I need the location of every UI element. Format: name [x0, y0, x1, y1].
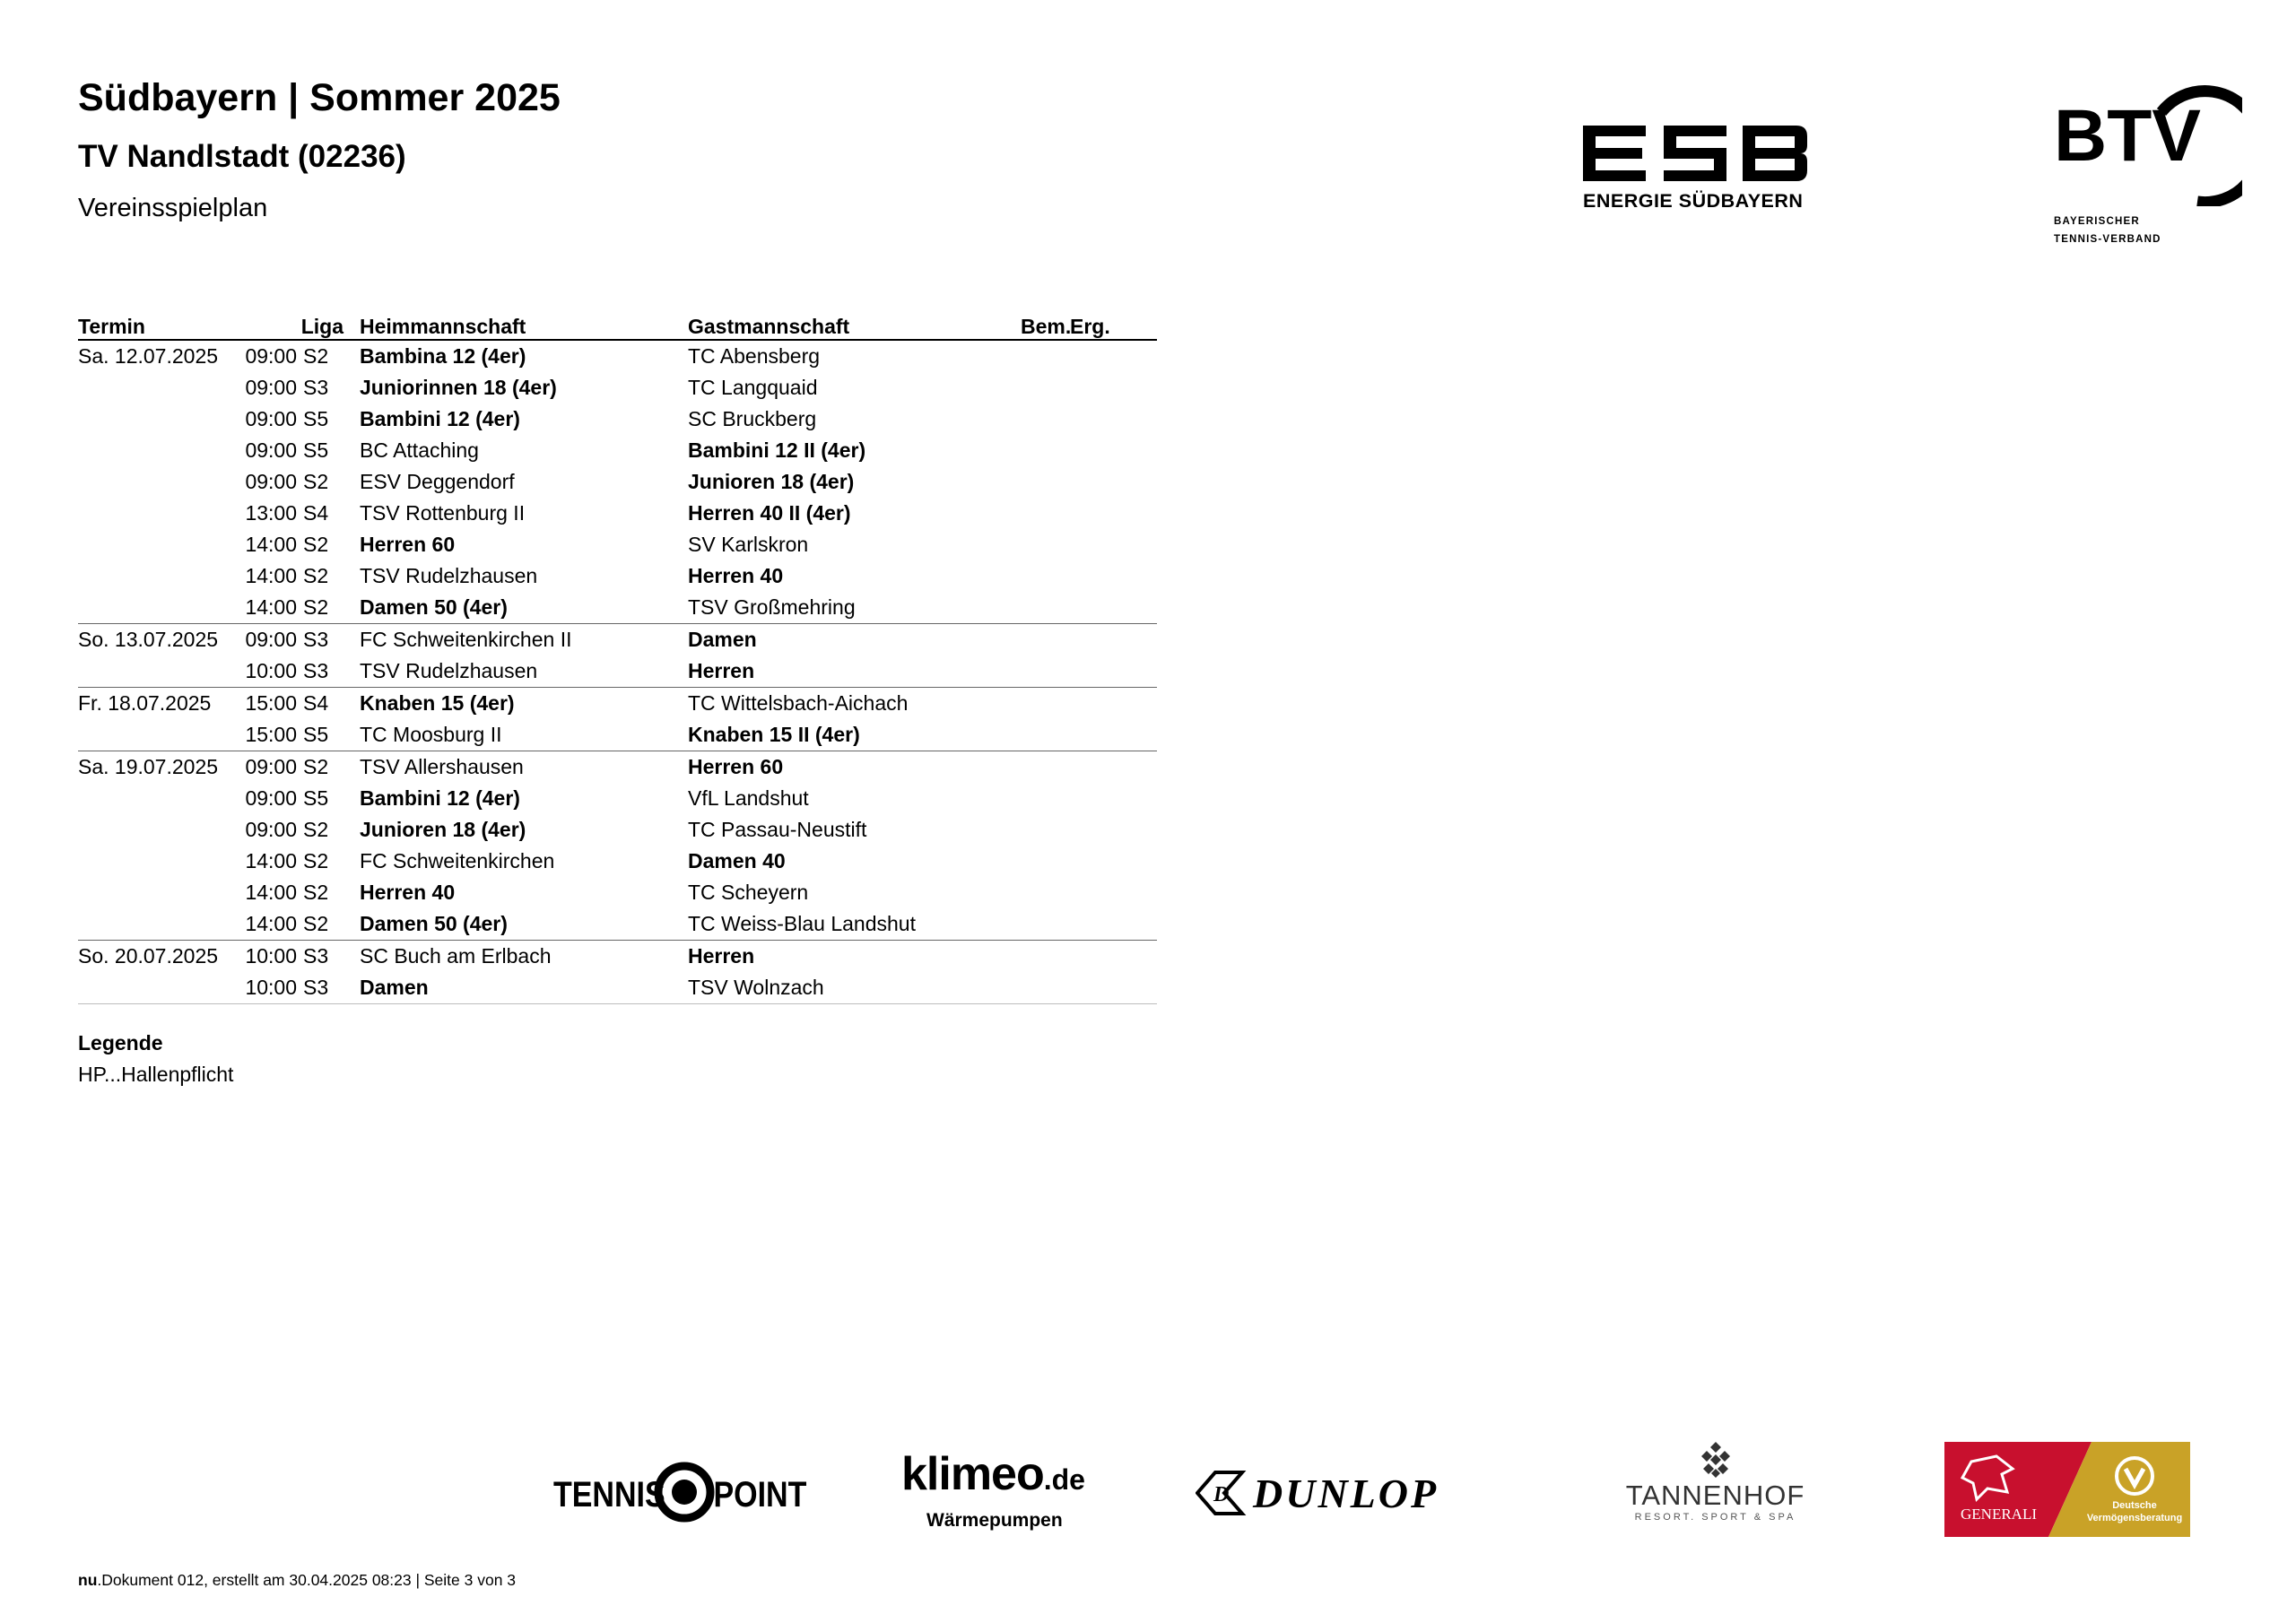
page-title: Südbayern | Sommer 2025: [78, 76, 561, 119]
cell-date: [78, 404, 233, 435]
btv-tagline-line2: TENNIS-VERBAND: [2054, 234, 2161, 245]
cell-bem: [1021, 435, 1070, 466]
cell-home-team: TSV Rudelzhausen: [360, 564, 538, 587]
cell-erg: [1070, 972, 1157, 1004]
cell-time: 09:00: [233, 340, 297, 372]
dunlop-name: DUNLOP: [1253, 1470, 1439, 1516]
cell-liga: S2: [303, 595, 329, 619]
cell-time: 09:00: [233, 751, 297, 784]
btv-wordmark: [2054, 85, 2242, 206]
cell-time: 09:00: [245, 376, 297, 399]
cell-time: 09:00: [245, 407, 297, 430]
cell-away-team: Damen 40: [688, 849, 786, 872]
cell-away-team: TC Scheyern: [688, 881, 809, 904]
dvag-line2: Vermögensberatung: [2086, 1513, 2183, 1523]
header-heim: Heimmannschaft: [360, 305, 688, 340]
cell-date: [78, 783, 233, 814]
cell-home-team: FC Schweitenkirchen II: [360, 624, 688, 656]
cell-erg: [1070, 719, 1157, 751]
cell-erg: [1070, 624, 1157, 656]
cell-erg: [1070, 877, 1157, 908]
cell-bem: [1021, 941, 1070, 973]
cell-time: 09:00: [245, 818, 297, 841]
cell-away-team: SC Bruckberg: [688, 407, 817, 430]
cell-erg: [1070, 372, 1157, 404]
cell-liga: S2: [297, 340, 360, 372]
table-row: [78, 592, 1157, 624]
cell-away-team: Herren 60: [688, 751, 1021, 784]
pinecone-icon: [1698, 1440, 1734, 1480]
cell-home-team: Juniorinnen 18 (4er): [360, 376, 557, 399]
cell-liga: S2: [303, 533, 329, 556]
table-row: [78, 846, 1157, 877]
cell-erg: [1070, 846, 1157, 877]
schedule-body: [78, 340, 1157, 1004]
cell-erg: [1070, 435, 1157, 466]
cell-liga: S2: [303, 470, 329, 493]
cell-home-team: Bambini 12 (4er): [360, 407, 520, 430]
schedule-table-container: [78, 305, 1157, 1004]
cell-home-team: Bambina 12 (4er): [360, 340, 688, 372]
cell-erg: [1070, 592, 1157, 624]
footer-text: .Dokument 012, erstellt am 30.04.2025 08:23 | Seite 3 von 3: [97, 1571, 517, 1589]
tennis-point-logo: [553, 1460, 806, 1524]
cell-date: Sa. 12.07.2025: [78, 340, 233, 372]
cell-date: [78, 972, 233, 1004]
cell-date: [78, 592, 233, 624]
cell-date: Fr. 18.07.2025: [78, 688, 233, 720]
cell-erg: [1070, 751, 1157, 784]
header-time-spacer: [233, 305, 297, 340]
cell-liga: S2: [303, 881, 329, 904]
cell-liga: S2: [303, 849, 329, 872]
cell-time: 14:00: [245, 533, 297, 556]
cell-date: So. 20.07.2025: [78, 941, 233, 973]
cell-date: [78, 846, 233, 877]
klimeo-tagline: Wärmepumpen: [926, 1509, 1063, 1531]
page-footer: [78, 1571, 516, 1590]
cell-bem: [1021, 783, 1070, 814]
document-type: Vereinsspielplan: [78, 194, 268, 222]
table-row: [78, 655, 1157, 688]
cell-time: 10:00: [233, 972, 297, 1004]
cell-time: 09:00: [233, 624, 297, 656]
cell-liga: S3: [303, 376, 329, 399]
table-row: [78, 404, 1157, 435]
tannenhof-name: TANNENHOF: [1625, 1480, 1805, 1511]
table-row: [78, 877, 1157, 908]
header-gast: Gastmannschaft: [688, 305, 1021, 340]
cell-date: [78, 719, 233, 751]
cell-liga: S3: [303, 659, 329, 682]
cell-erg: [1070, 688, 1157, 720]
cell-time: 14:00: [245, 912, 297, 935]
cell-time: 13:00: [245, 501, 297, 525]
cell-erg: [1070, 560, 1157, 592]
cell-bem: [1021, 466, 1070, 498]
header-liga: Liga: [297, 305, 360, 340]
btv-tagline-line1: BAYERISCHER: [2054, 216, 2140, 227]
cell-home-team: TSV Allershausen: [360, 751, 688, 784]
cell-home-team: Knaben 15 (4er): [360, 688, 688, 720]
club-name: TV Nandlstadt (02236): [78, 139, 406, 174]
tennis-point-left: TENNIS: [553, 1473, 665, 1515]
cell-bem: [1021, 372, 1070, 404]
table-row: [78, 972, 1157, 1004]
cell-bem: [1021, 719, 1070, 751]
cell-time: 14:00: [245, 595, 297, 619]
cell-home-team: Damen: [360, 972, 688, 1004]
svg-text:BTV: BTV: [2054, 95, 2201, 177]
klimeo-name: klimeo: [901, 1447, 1044, 1500]
cell-date: [78, 560, 233, 592]
cell-home-team: FC Schweitenkirchen: [360, 849, 555, 872]
cell-date: [78, 877, 233, 908]
cell-away-team: Herren: [688, 659, 755, 682]
cell-time: 09:00: [245, 786, 297, 810]
cell-date: [78, 529, 233, 560]
cell-erg: [1070, 783, 1157, 814]
cell-time: 15:00: [233, 688, 297, 720]
table-row: [78, 814, 1157, 846]
cell-time: 14:00: [245, 849, 297, 872]
cell-away-team: TC Langquaid: [688, 376, 818, 399]
cell-bem: [1021, 688, 1070, 720]
cell-erg: [1070, 655, 1157, 688]
cell-bem: [1021, 340, 1070, 372]
cell-bem: [1021, 624, 1070, 656]
cell-erg: [1070, 529, 1157, 560]
legend-title: Legende: [78, 1031, 163, 1055]
generali-dvag-logo: [1944, 1442, 2190, 1537]
table-row: [78, 688, 1157, 720]
cell-home-team: ESV Deggendorf: [360, 470, 515, 493]
cell-erg: [1070, 404, 1157, 435]
cell-date: [78, 498, 233, 529]
cell-bem: [1021, 655, 1070, 688]
cell-home-team: TSV Rottenburg II: [360, 501, 526, 525]
cell-bem: [1021, 404, 1070, 435]
cell-home-team: Damen 50 (4er): [360, 595, 508, 619]
cell-home-team: Junioren 18 (4er): [360, 818, 526, 841]
cell-bem: [1021, 529, 1070, 560]
cell-erg: [1070, 340, 1157, 372]
cell-time: 10:00: [245, 659, 297, 682]
table-row: [78, 340, 1157, 372]
table-row: [78, 372, 1157, 404]
cell-away-team: Junioren 18 (4er): [688, 470, 855, 493]
cell-erg: [1070, 908, 1157, 941]
cell-home-team: Bambini 12 (4er): [360, 786, 520, 810]
cell-date: [78, 466, 233, 498]
cell-home-team: SC Buch am Erlbach: [360, 941, 688, 973]
cell-erg: [1070, 814, 1157, 846]
header-erg: Erg.: [1070, 305, 1157, 340]
klimeo-logo: [901, 1447, 1112, 1531]
cell-liga: S5: [303, 438, 329, 462]
cell-bem: [1021, 814, 1070, 846]
cell-bem: [1021, 846, 1070, 877]
cell-time: 14:00: [245, 564, 297, 587]
cell-date: [78, 814, 233, 846]
cell-liga: S2: [297, 751, 360, 784]
table-row: [78, 908, 1157, 941]
cell-time: 14:00: [245, 881, 297, 904]
page-header: [78, 72, 561, 226]
cell-date: [78, 908, 233, 941]
cell-away-team: Bambini 12 II (4er): [688, 438, 866, 462]
cell-bem: [1021, 751, 1070, 784]
cell-away-team: SV Karlskron: [688, 533, 809, 556]
klimeo-tld: .de: [1043, 1462, 1085, 1496]
cell-liga: S3: [297, 941, 360, 973]
cell-bem: [1021, 908, 1070, 941]
footer-brand: nu: [78, 1571, 98, 1589]
cell-away-team: Knaben 15 II (4er): [688, 723, 860, 746]
cell-away-team: Herren 40: [688, 564, 784, 587]
cell-away-team: Herren: [688, 941, 1021, 973]
header-termin: Termin: [78, 305, 233, 340]
cell-home-team: Herren 40: [360, 881, 456, 904]
table-row: [78, 783, 1157, 814]
cell-home-team: TSV Rudelzhausen: [360, 659, 538, 682]
esb-wordmark: [1583, 126, 1807, 181]
schedule-table: [78, 305, 1157, 1004]
cell-time: 09:00: [245, 438, 297, 462]
cell-date: [78, 372, 233, 404]
table-row: [78, 941, 1157, 973]
cell-home-team: TC Moosburg II: [360, 723, 502, 746]
cell-date: Sa. 19.07.2025: [78, 751, 233, 784]
cell-away-team: Herren 40 II (4er): [688, 501, 851, 525]
table-row: [78, 529, 1157, 560]
tennis-point-right: POINT: [713, 1473, 806, 1515]
cell-date: [78, 655, 233, 688]
cell-bem: [1021, 592, 1070, 624]
table-header-row: [78, 305, 1157, 340]
table-row: [78, 498, 1157, 529]
cell-time: 09:00: [245, 470, 297, 493]
cell-time: 10:00: [233, 941, 297, 973]
cell-away-team: VfL Landshut: [688, 786, 809, 810]
cell-liga: S2: [303, 564, 329, 587]
cell-away-team: TC Passau-Neustift: [688, 818, 867, 841]
cell-liga: S4: [303, 501, 329, 525]
cell-liga: S2: [303, 912, 329, 935]
cell-liga: S3: [297, 624, 360, 656]
table-row: [78, 751, 1157, 784]
cell-bem: [1021, 498, 1070, 529]
cell-home-team: BC Attaching: [360, 438, 479, 462]
legend: [78, 1028, 233, 1090]
cell-away-team: TC Weiss-Blau Landshut: [688, 912, 916, 935]
svg-text:D: D: [1213, 1483, 1230, 1506]
dvag-line1: Deutsche: [2112, 1500, 2157, 1511]
cell-liga: S5: [303, 786, 329, 810]
cell-away-team: TSV Wolnzach: [688, 972, 1021, 1004]
cell-erg: [1070, 466, 1157, 498]
cell-erg: [1070, 498, 1157, 529]
cell-home-team: Damen 50 (4er): [360, 912, 508, 935]
table-row: [78, 560, 1157, 592]
cell-liga: S3: [297, 972, 360, 1004]
table-row: [78, 719, 1157, 751]
esb-logo: [1583, 126, 1812, 213]
dunlop-flying-d-icon: [1196, 1467, 1249, 1519]
table-row: [78, 466, 1157, 498]
esb-tagline: ENERGIE SÜDBAYERN: [1583, 190, 1804, 212]
cell-away-team: Damen: [688, 624, 1021, 656]
generali-name: GENERALI: [1961, 1506, 2037, 1523]
cell-away-team: TSV Großmehring: [688, 595, 856, 619]
cell-liga: S2: [303, 818, 329, 841]
cell-bem: [1021, 877, 1070, 908]
dunlop-logo: [1196, 1467, 1533, 1519]
table-row: [78, 435, 1157, 466]
cell-date: [78, 435, 233, 466]
tannenhof-logo: [1623, 1433, 1807, 1530]
cell-away-team: TC Wittelsbach-Aichach: [688, 688, 1021, 720]
cell-bem: [1021, 972, 1070, 1004]
tannenhof-tagline: RESORT. SPORT & SPA: [1634, 1512, 1796, 1523]
table-row: [78, 624, 1157, 656]
cell-date: So. 13.07.2025: [78, 624, 233, 656]
cell-time: 15:00: [245, 723, 297, 746]
header-bem: Bem.: [1021, 305, 1070, 340]
btv-logo: [2054, 85, 2247, 247]
cell-home-team: Herren 60: [360, 533, 456, 556]
cell-liga: S5: [303, 407, 329, 430]
cell-away-team: TC Abensberg: [688, 340, 1021, 372]
cell-erg: [1070, 941, 1157, 973]
cell-liga: S5: [303, 723, 329, 746]
cell-liga: S4: [297, 688, 360, 720]
legend-item: HP...Hallenpflicht: [78, 1063, 234, 1086]
cell-bem: [1021, 560, 1070, 592]
